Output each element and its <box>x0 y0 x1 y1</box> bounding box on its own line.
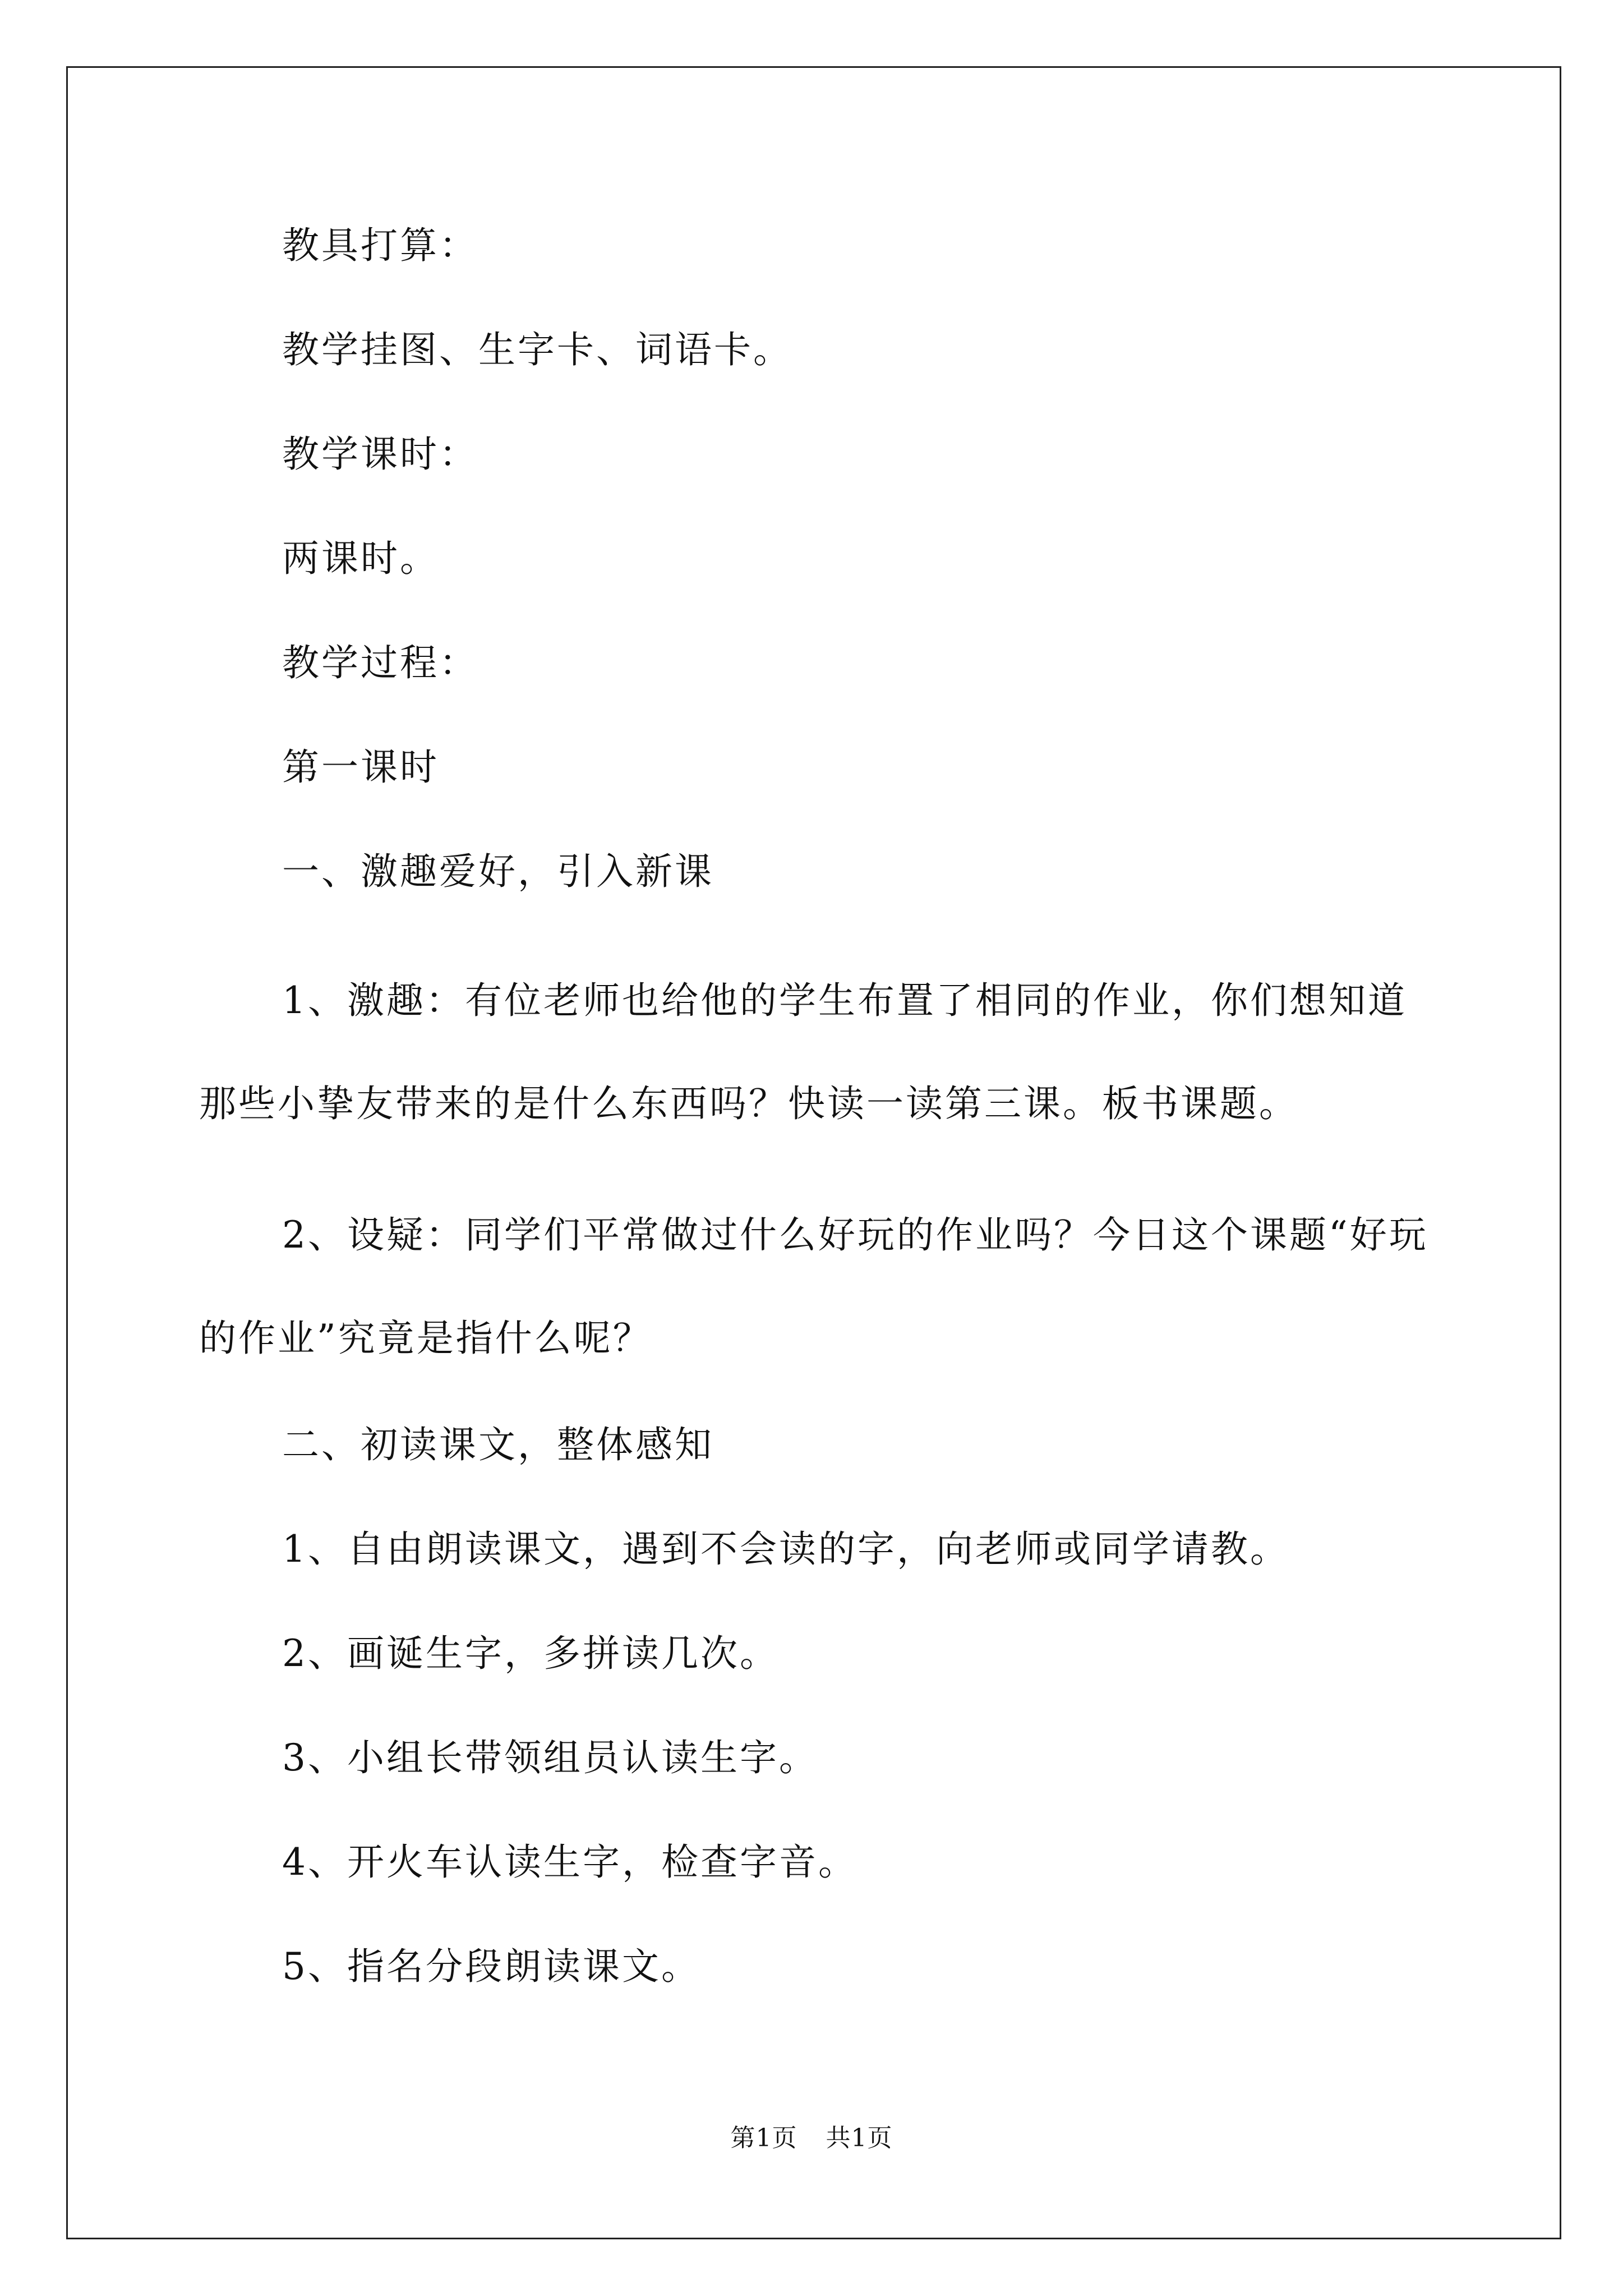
heading-teaching-aids: 教具打算： <box>282 224 478 267</box>
page-number: 第1页 <box>730 2124 797 2152</box>
page-total: 共1页 <box>826 2124 893 2152</box>
step-two-item-5: 5、指名分段朗读课文。 <box>282 1945 700 1988</box>
step-one-item-1: 1、激趣：有位老师也给他的学生布置了相同的作业，你们想知道那些小挚友带来的是什么东西吗？快读一读第三课。板书课题。 <box>199 979 1407 1125</box>
step-one-heading: 一、激趣爱好，引入新课 <box>282 850 714 893</box>
class-hours-value: 两课时。 <box>282 537 439 580</box>
teaching-aids-list: 教学挂图、生字卡、词语卡。 <box>282 328 792 371</box>
page-footer <box>0 2118 1623 2154</box>
document-body <box>199 219 1433 2044</box>
section-first-lesson: 第一课时 <box>282 746 439 789</box>
step-two-item-1: 1、自由朗读课文，遇到不会读的字，向老师或同学请教。 <box>282 1527 1289 1571</box>
step-two-item-3: 3、小组长带领组员认读生字。 <box>282 1736 818 1779</box>
step-two-heading: 二、初读课文，整体感知 <box>282 1423 714 1466</box>
heading-teaching-process: 教学过程： <box>282 641 478 684</box>
step-two-item-4: 4、开火车认读生字，检查字音。 <box>282 1841 857 1884</box>
heading-class-hours: 教学课时： <box>282 432 478 476</box>
step-two-item-2: 2、画诞生字，多拼读几次。 <box>282 1632 779 1675</box>
step-one-item-2: 2、设疑：同学们平常做过什么好玩的作业吗？今日这个课题“好玩的作业”究竟是指什么呢？ <box>199 1213 1428 1360</box>
